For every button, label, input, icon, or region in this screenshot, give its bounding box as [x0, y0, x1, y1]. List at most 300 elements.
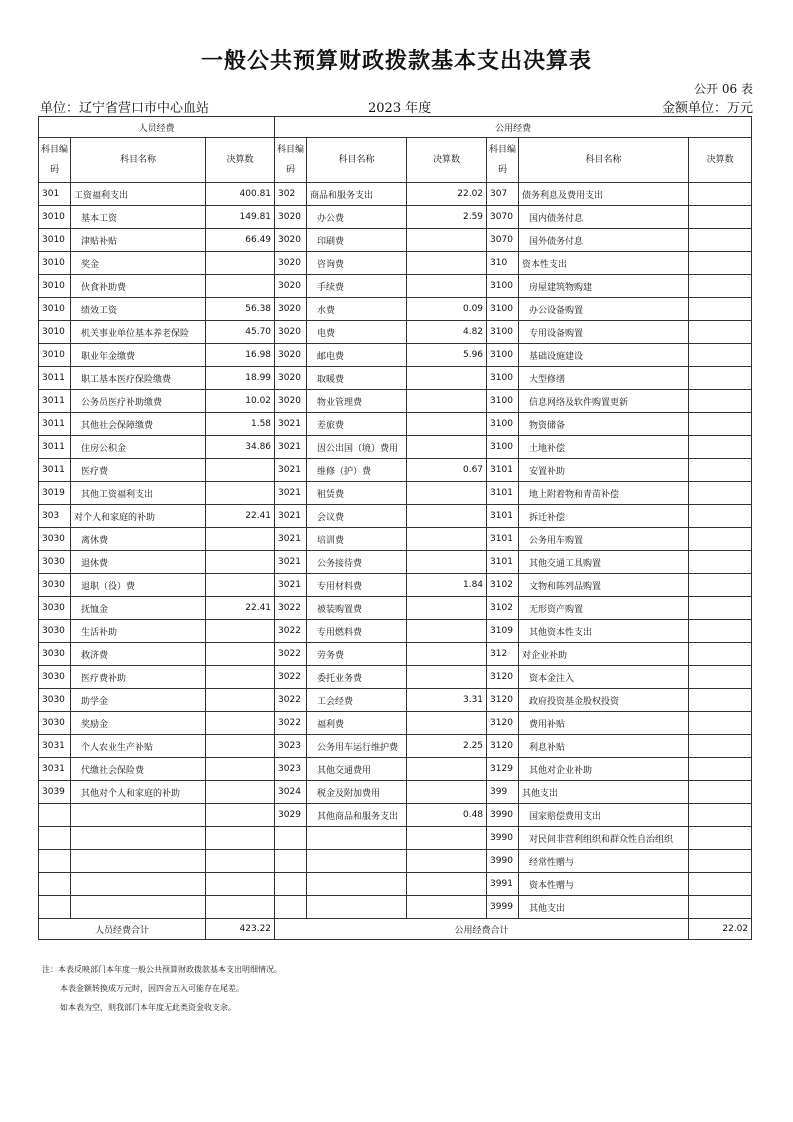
table-row: [39, 528, 752, 551]
cell-amount: 22.41: [206, 505, 275, 528]
column-header-name: 科目名称: [307, 138, 407, 183]
cell-code: 3023: [275, 758, 307, 781]
cell-code: 3020: [275, 275, 307, 298]
cell-code: 3022: [275, 666, 307, 689]
cell-name: 利息补贴: [519, 735, 689, 758]
cell-code: 3010: [39, 275, 71, 298]
table-row: [39, 643, 752, 666]
cell-name: 工资福利支出: [71, 183, 206, 206]
cell-name: 费用补贴: [519, 712, 689, 735]
cell-code: 3030: [39, 643, 71, 666]
cell-amount: 1.84: [407, 574, 487, 597]
cell-amount: [407, 666, 487, 689]
table-row: [39, 758, 752, 781]
cell-name: [307, 827, 407, 850]
cell-amount: [689, 597, 752, 620]
cell-amount: [407, 597, 487, 620]
page-title: 一般公共预算财政拨款基本支出决算表: [200, 48, 592, 74]
cell-name: [307, 896, 407, 919]
cell-name: 租赁费: [307, 482, 407, 505]
cell-code: [275, 850, 307, 873]
cell-amount: [689, 620, 752, 643]
table-body: [39, 183, 752, 919]
cell-code: 3023: [275, 735, 307, 758]
cell-amount: [689, 712, 752, 735]
cell-code: 3020: [275, 229, 307, 252]
cell-name: 咨询费: [307, 252, 407, 275]
cell-name: 地上附着物和青苗补偿: [519, 482, 689, 505]
cell-code: 3101: [487, 482, 519, 505]
cell-amount: 56.38: [206, 298, 275, 321]
cell-amount: [407, 505, 487, 528]
cell-amount: [689, 252, 752, 275]
cell-code: 3030: [39, 574, 71, 597]
cell-name: 其他对个人和家庭的补助: [71, 781, 206, 804]
cell-amount: 10.02: [206, 390, 275, 413]
cell-code: 3022: [275, 620, 307, 643]
cell-code: 3990: [487, 850, 519, 873]
cell-amount: [407, 643, 487, 666]
cell-name: 专用设备购置: [519, 321, 689, 344]
cell-code: 3030: [39, 597, 71, 620]
cell-code: 3031: [39, 735, 71, 758]
table-row: [39, 712, 752, 735]
cell-name: 国外债务付息: [519, 229, 689, 252]
cell-name: 国内债务付息: [519, 206, 689, 229]
cell-code: 3010: [39, 252, 71, 275]
cell-name: 津贴补贴: [71, 229, 206, 252]
cell-name: 印刷费: [307, 229, 407, 252]
cell-code: 3019: [39, 482, 71, 505]
cell-name: 其他交通费用: [307, 758, 407, 781]
cell-code: [39, 850, 71, 873]
table-row: [39, 252, 752, 275]
cell-code: 3129: [487, 758, 519, 781]
cell-name: 离休费: [71, 528, 206, 551]
cell-code: 3021: [275, 551, 307, 574]
cell-code: 3021: [275, 528, 307, 551]
cell-code: 3030: [39, 689, 71, 712]
cell-code: 3020: [275, 344, 307, 367]
table-row: [39, 436, 752, 459]
cell-name: 信息网络及软件购置更新: [519, 390, 689, 413]
cell-name: 救济费: [71, 643, 206, 666]
cell-name: 其他支出: [519, 781, 689, 804]
cell-code: 3120: [487, 666, 519, 689]
cell-code: 3021: [275, 574, 307, 597]
cell-name: 公务用车购置: [519, 528, 689, 551]
cell-amount: [407, 528, 487, 551]
cell-code: 3029: [275, 804, 307, 827]
cell-code: 3010: [39, 298, 71, 321]
cell-amount: [206, 873, 275, 896]
cell-amount: [206, 275, 275, 298]
cell-name: 物业管理费: [307, 390, 407, 413]
cell-name: [307, 850, 407, 873]
cell-name: 绩效工资: [71, 298, 206, 321]
expenditure-table: [38, 116, 752, 940]
table-row: [39, 183, 752, 206]
cell-amount: 66.49: [206, 229, 275, 252]
cell-name: 机关事业单位基本养老保险: [71, 321, 206, 344]
cell-code: 3100: [487, 436, 519, 459]
cell-code: 3010: [39, 321, 71, 344]
cell-name: 助学金: [71, 689, 206, 712]
cell-amount: [206, 252, 275, 275]
cell-code: 3020: [275, 206, 307, 229]
cell-amount: [689, 321, 752, 344]
cell-amount: [689, 735, 752, 758]
cell-code: 399: [487, 781, 519, 804]
cell-name: 电费: [307, 321, 407, 344]
cell-code: 3070: [487, 206, 519, 229]
table-row: [39, 689, 752, 712]
cell-name: 商品和服务支出: [307, 183, 407, 206]
cell-amount: 18.99: [206, 367, 275, 390]
cell-name: 文物和陈列品购置: [519, 574, 689, 597]
cell-amount: [206, 574, 275, 597]
table-row: [39, 735, 752, 758]
cell-amount: [689, 896, 752, 919]
cell-name: 其他商品和服务支出: [307, 804, 407, 827]
note-line: 如本表为空，则我部门本年度无此类资金收支余。: [60, 1003, 236, 1012]
cell-amount: [689, 367, 752, 390]
table-row: [39, 850, 752, 873]
group-header-public: 公用经费: [275, 117, 752, 138]
cell-amount: 16.98: [206, 344, 275, 367]
cell-code: 3022: [275, 643, 307, 666]
cell-name: 国家赔偿费用支出: [519, 804, 689, 827]
table-row: [39, 896, 752, 919]
table-row: [39, 505, 752, 528]
cell-code: 3021: [275, 482, 307, 505]
cell-amount: 5.96: [407, 344, 487, 367]
table-row: [39, 781, 752, 804]
cell-code: 3021: [275, 436, 307, 459]
cell-code: 3030: [39, 666, 71, 689]
cell-code: 3070: [487, 229, 519, 252]
table-row: [39, 459, 752, 482]
cell-code: 3991: [487, 873, 519, 896]
cell-code: 3010: [39, 206, 71, 229]
column-header-code: 科目编码: [275, 138, 307, 183]
cell-code: [275, 873, 307, 896]
cell-amount: [206, 666, 275, 689]
cell-code: 3011: [39, 367, 71, 390]
cell-code: 3102: [487, 597, 519, 620]
cell-amount: [206, 689, 275, 712]
cell-code: 3022: [275, 689, 307, 712]
cell-amount: [689, 298, 752, 321]
cell-code: 307: [487, 183, 519, 206]
cell-name: 差旅费: [307, 413, 407, 436]
cell-name: 其他支出: [519, 896, 689, 919]
cell-code: 3039: [39, 781, 71, 804]
cell-name: 安置补助: [519, 459, 689, 482]
personnel-total-label: 人员经费合计: [39, 919, 206, 940]
cell-amount: 4.82: [407, 321, 487, 344]
cell-name: 住房公积金: [71, 436, 206, 459]
cell-name: 专用燃料费: [307, 620, 407, 643]
table-row: [39, 620, 752, 643]
cell-code: 3120: [487, 712, 519, 735]
cell-name: 基本工资: [71, 206, 206, 229]
cell-code: 3120: [487, 689, 519, 712]
cell-name: 医疗费补助: [71, 666, 206, 689]
cell-amount: [689, 528, 752, 551]
cell-code: 3024: [275, 781, 307, 804]
cell-code: 3100: [487, 275, 519, 298]
cell-amount: [206, 712, 275, 735]
cell-amount: [407, 229, 487, 252]
cell-code: 3011: [39, 390, 71, 413]
table-row: [39, 321, 752, 344]
table-row: [39, 574, 752, 597]
cell-amount: [689, 413, 752, 436]
cell-code: [275, 827, 307, 850]
cell-name: 公务接待费: [307, 551, 407, 574]
cell-amount: 34.86: [206, 436, 275, 459]
cell-amount: [689, 206, 752, 229]
cell-amount: [407, 850, 487, 873]
cell-name: 土地补偿: [519, 436, 689, 459]
cell-amount: [407, 482, 487, 505]
cell-code: 3030: [39, 551, 71, 574]
cell-amount: [689, 827, 752, 850]
cell-code: 3021: [275, 413, 307, 436]
cell-code: 3020: [275, 367, 307, 390]
table-row: [39, 298, 752, 321]
cell-amount: [206, 735, 275, 758]
cell-code: 3100: [487, 413, 519, 436]
cell-name: 医疗费: [71, 459, 206, 482]
cell-amount: [206, 758, 275, 781]
cell-code: 3100: [487, 390, 519, 413]
cell-name: 职业年金缴费: [71, 344, 206, 367]
cell-name: 资本金注入: [519, 666, 689, 689]
cell-name: 代缴社会保险费: [71, 758, 206, 781]
cell-amount: [407, 413, 487, 436]
cell-code: 3120: [487, 735, 519, 758]
cell-code: 3101: [487, 551, 519, 574]
cell-amount: [206, 551, 275, 574]
cell-name: 职工基本医疗保险缴费: [71, 367, 206, 390]
cell-name: 退休费: [71, 551, 206, 574]
cell-name: 房屋建筑物购建: [519, 275, 689, 298]
cell-amount: [407, 275, 487, 298]
notes: [42, 960, 282, 1017]
table-row: [39, 413, 752, 436]
cell-amount: [689, 390, 752, 413]
cell-code: 3100: [487, 367, 519, 390]
cell-amount: [206, 459, 275, 482]
cell-name: 其他对企业补助: [519, 758, 689, 781]
cell-amount: [689, 850, 752, 873]
group-header-personnel: 人员经费: [39, 117, 275, 138]
cell-code: 3020: [275, 252, 307, 275]
cell-name: 资本性支出: [519, 252, 689, 275]
cell-code: 3030: [39, 712, 71, 735]
cell-code: 310: [487, 252, 519, 275]
cell-amount: [407, 436, 487, 459]
cell-name: 公务用车运行维护费: [307, 735, 407, 758]
cell-code: 3100: [487, 344, 519, 367]
cell-amount: [407, 390, 487, 413]
cell-code: 3030: [39, 528, 71, 551]
cell-amount: [206, 528, 275, 551]
cell-name: 劳务费: [307, 643, 407, 666]
cell-amount: [206, 620, 275, 643]
cell-name: 办公费: [307, 206, 407, 229]
table-row: [39, 344, 752, 367]
cell-amount: [206, 643, 275, 666]
table-row: [39, 873, 752, 896]
table-row: [39, 666, 752, 689]
cell-code: 3020: [275, 298, 307, 321]
cell-name: 对民间非营利组织和群众性自治组织: [519, 827, 689, 850]
cell-name: 其他工资福利支出: [71, 482, 206, 505]
cell-name: 基础设施建设: [519, 344, 689, 367]
cell-amount: [206, 827, 275, 850]
table-row: [39, 275, 752, 298]
cell-amount: [689, 459, 752, 482]
cell-code: 3109: [487, 620, 519, 643]
cell-code: [275, 896, 307, 919]
cell-name: [71, 896, 206, 919]
cell-amount: 2.25: [407, 735, 487, 758]
cell-amount: 400.81: [206, 183, 275, 206]
table-row: [39, 367, 752, 390]
form-number: 公开 06 表: [694, 82, 753, 96]
amount-unit: 金额单位：万元: [661, 101, 753, 116]
cell-name: 经常性赠与: [519, 850, 689, 873]
table-row: [39, 482, 752, 505]
cell-amount: [689, 505, 752, 528]
cell-name: 取暖费: [307, 367, 407, 390]
cell-name: 大型修缮: [519, 367, 689, 390]
cell-code: 3999: [487, 896, 519, 919]
note-line: 注：本表反映部门本年度一般公共预算财政拨款基本支出明细情况。: [42, 965, 282, 974]
column-header-amount: 决算数: [206, 138, 275, 183]
table-row: [39, 551, 752, 574]
cell-name: 培训费: [307, 528, 407, 551]
cell-name: 维修（护）费: [307, 459, 407, 482]
cell-amount: [206, 781, 275, 804]
cell-name: 奖金: [71, 252, 206, 275]
table-row: [39, 229, 752, 252]
cell-amount: [407, 873, 487, 896]
fiscal-year: 2023 年度: [368, 101, 432, 116]
cell-name: 工会经费: [307, 689, 407, 712]
cell-amount: [407, 827, 487, 850]
cell-name: 其他社会保障缴费: [71, 413, 206, 436]
cell-code: 3031: [39, 758, 71, 781]
cell-name: 因公出国（境）费用: [307, 436, 407, 459]
cell-code: 3102: [487, 574, 519, 597]
cell-name: 税金及附加费用: [307, 781, 407, 804]
cell-code: 3101: [487, 528, 519, 551]
column-header-code: 科目编码: [487, 138, 519, 183]
cell-code: 3030: [39, 620, 71, 643]
cell-amount: [407, 758, 487, 781]
cell-amount: [689, 574, 752, 597]
cell-name: 福利费: [307, 712, 407, 735]
cell-code: [39, 873, 71, 896]
cell-name: 其他资本性支出: [519, 620, 689, 643]
cell-name: 无形资产购置: [519, 597, 689, 620]
cell-name: 其他交通工具购置: [519, 551, 689, 574]
public-total-value: 22.02: [689, 919, 752, 940]
cell-name: [71, 873, 206, 896]
cell-name: 资本性赠与: [519, 873, 689, 896]
table-row: [39, 390, 752, 413]
cell-name: 对企业补助: [519, 643, 689, 666]
cell-name: 水费: [307, 298, 407, 321]
cell-amount: [689, 758, 752, 781]
cell-amount: [407, 896, 487, 919]
table-row: [39, 206, 752, 229]
cell-code: 3011: [39, 413, 71, 436]
column-header-code: 科目编码: [39, 138, 71, 183]
cell-amount: [689, 275, 752, 298]
public-total-label: 公用经费合计: [275, 919, 689, 940]
cell-code: 3021: [275, 459, 307, 482]
column-header-name: 科目名称: [519, 138, 689, 183]
cell-code: 3101: [487, 505, 519, 528]
note-line: 本表金额转换成万元时，因四舍五入可能存在尾差。: [60, 984, 244, 993]
table-row: [39, 827, 752, 850]
cell-amount: [689, 436, 752, 459]
cell-code: 3990: [487, 804, 519, 827]
cell-amount: [689, 804, 752, 827]
cell-code: 303: [39, 505, 71, 528]
personnel-total-value: 423.22: [206, 919, 275, 940]
table-row: [39, 804, 752, 827]
cell-name: 退职（役）费: [71, 574, 206, 597]
cell-name: [71, 827, 206, 850]
cell-amount: [407, 781, 487, 804]
cell-name: 个人农业生产补贴: [71, 735, 206, 758]
cell-name: 会议费: [307, 505, 407, 528]
cell-name: 抚恤金: [71, 597, 206, 620]
cell-code: 3010: [39, 229, 71, 252]
cell-amount: [407, 551, 487, 574]
cell-name: 物资储备: [519, 413, 689, 436]
cell-amount: [407, 620, 487, 643]
cell-name: 办公设备购置: [519, 298, 689, 321]
cell-name: 生活补助: [71, 620, 206, 643]
cell-code: [39, 804, 71, 827]
cell-name: [307, 873, 407, 896]
cell-name: 邮电费: [307, 344, 407, 367]
cell-amount: 0.09: [407, 298, 487, 321]
cell-code: 3101: [487, 459, 519, 482]
cell-amount: [206, 804, 275, 827]
column-header-name: 科目名称: [71, 138, 206, 183]
cell-code: 3011: [39, 459, 71, 482]
cell-name: 公务员医疗补助缴费: [71, 390, 206, 413]
cell-name: 伙食补助费: [71, 275, 206, 298]
cell-amount: [689, 643, 752, 666]
cell-amount: [689, 183, 752, 206]
unit-name: 单位：辽宁省营口市中心血站: [40, 101, 210, 116]
cell-amount: [689, 229, 752, 252]
cell-code: 301: [39, 183, 71, 206]
cell-amount: [407, 367, 487, 390]
cell-code: 3990: [487, 827, 519, 850]
cell-code: 3022: [275, 712, 307, 735]
cell-name: 政府投资基金股权投资: [519, 689, 689, 712]
